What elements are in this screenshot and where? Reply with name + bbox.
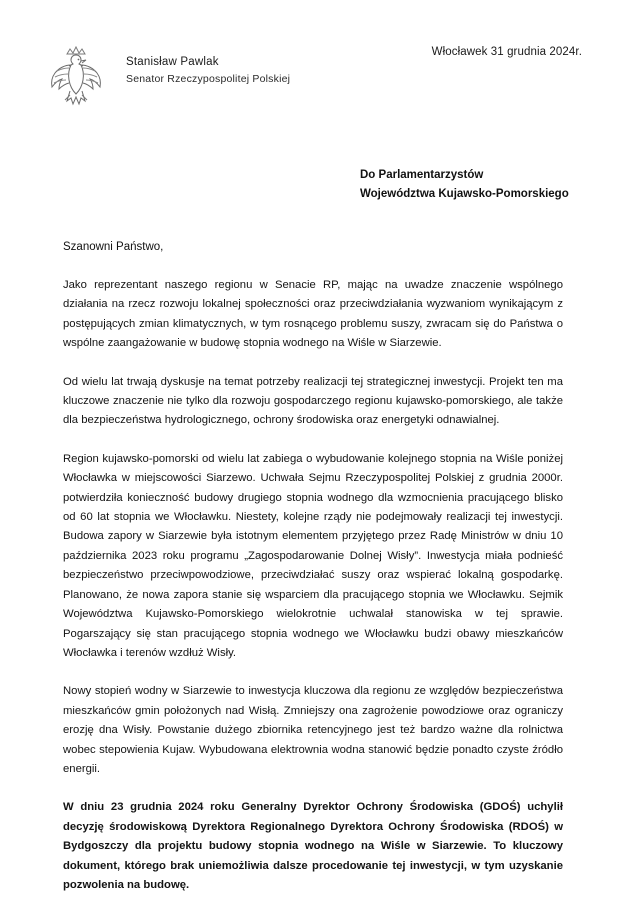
- polish-eagle-emblem-icon: [40, 38, 112, 110]
- sender-title: Senator Rzeczypospolitej Polskiej: [126, 73, 291, 85]
- letterhead: [40, 38, 290, 110]
- closing-paragraph: W dniu 23 grudnia 2024 roku Generalny Dyrektor Ochrony Środowiska (GDOŚ) uchylił decyzję środowiskową Dyrektora Regionalnego Dyrektora Ochrony Środowiska (RDOŚ) w Bydgoszczy dla projektu budowy stopnia wodnego na Wiśle w Siarzewie. To kluczowy dokument, którego brak uniemożliwia dalsze procedowanie tej inwestycji, w tym uzyskanie pozwolenia na budowę.: [63, 801, 563, 891]
- addressee-block: [360, 166, 569, 204]
- body-paragraph: Od wielu lat trwają dyskusje na temat potrzeby realizacji tej strategicznej inwestycji. Projekt ten ma kluczowe znaczenie nie tylko dla rozwoju gospodarczego regionu kujawsko-pomorskiego, ale także dla bezpieczeństwa hydrologicznego, ochrony środowiska oraz energetyki odnawialnej.: [63, 375, 563, 427]
- body-paragraph: Nowy stopień wodny w Siarzewie to inwestycja kluczowa dla regionu ze względów bezpieczeństwa mieszkańców gmin położonych nad Wisłą. Zmniejszy ona zagrożenie powodziowe oraz ograniczy erozję dna Wisły. Powstanie dużego zbiornika retencyjnego jest też bardzo ważne dla rolnictwa wobec stepowienia Kujaw. Wybudowana elektrownia wodna stanowić będzie ponadto czyste źródło energii.: [63, 685, 563, 775]
- salutation: Szanowni Państwo,: [63, 241, 164, 253]
- letter-body: [63, 238, 563, 914]
- place-and-date: Włocławek 31 grudnia 2024r.: [431, 46, 582, 58]
- sender-name: Stanisław Pawlak: [126, 56, 219, 68]
- body-paragraph: Region kujawsko-pomorski od wielu lat zabiega o wybudowanie kolejnego stopnia na Wiśle poniżej Włocławka w miejscowości Siarzewo. Uchwała Sejmu Rzeczypospolitej Polskiej z grudnia 2000r. potwierdziła konieczność budowy drugiego stopnia wodnego dla wzmocnienia pracującego blisko od 60 lat stopnia we Włocławku. Niestety, kolejne rządy nie podejmowały realizacji tej inwestycji. Budowa zapory w Siarzewie była istotnym elementem przyjętego przez Radę Ministrów w dniu 10 października 2023 roku programu „Zagospodarowanie Dolnej Wisły”. Inwestycja miała podnieść bezpieczeństwo przeciwpowodziowe, przeciwdziałać suszy oraz wspierać lokalną gospodarkę. Planowano, że nowa zapora stanie się wsparciem dla pracującego stopnia we Włocławku. Sejmik Województwa Kujawsko-Pomorskiego wielokrotnie uchwalał stanowiska w tej sprawie. Pogarszający się stan pracującego stopnia wodnego we Włocławku budzi obawy mieszkańców Włocławka i terenów wzdłuż Wisły.: [63, 452, 563, 659]
- sender-block: [126, 38, 290, 88]
- addressee-line-2: Województwa Kujawsko-Pomorskiego: [360, 188, 569, 200]
- body-paragraph: Jako reprezentant naszego regionu w Senacie RP, mając na uwadze znaczenie wspólnego działania na rzecz rozwoju lokalnej społeczności oraz przeciwdziałania wyzwaniom wynikającym z postępujących zmian klimatycznych, w tym rosnącego problemu suszy, zwracam się do Państwa o wspólne zaangażowanie w budowę stopnia wodnego na Wiśle w Siarzewie.: [63, 279, 563, 350]
- addressee-line-1: Do Parlamentarzystów: [360, 169, 484, 181]
